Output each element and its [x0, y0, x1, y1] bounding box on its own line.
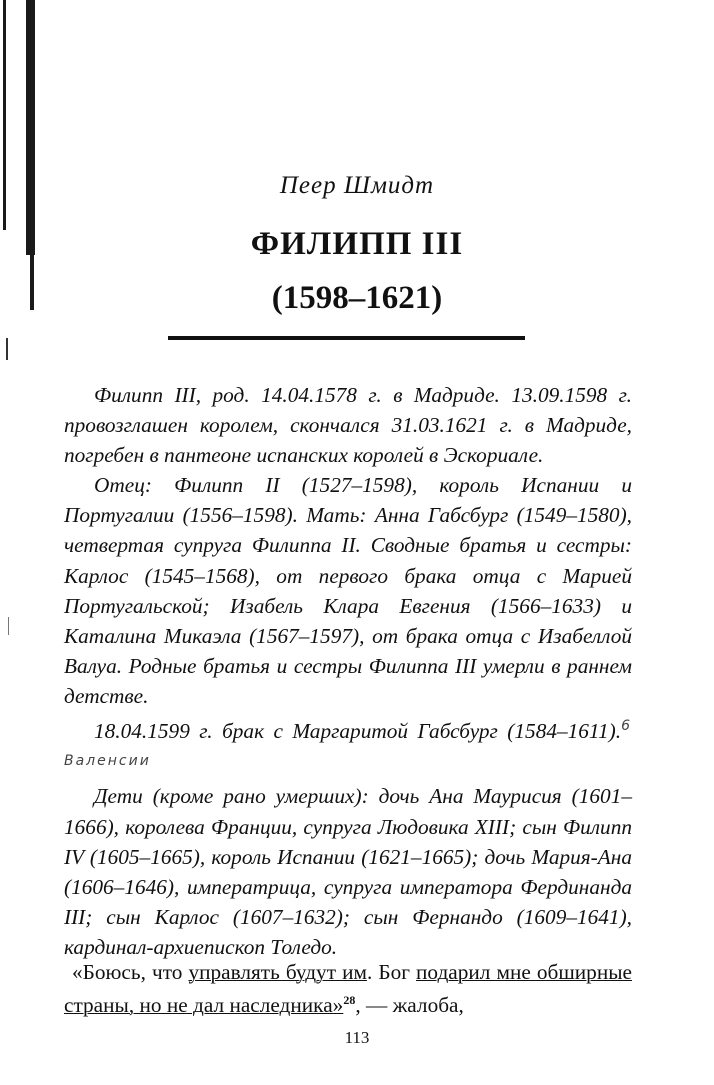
quote-underlined-1: управлять будут им [188, 960, 367, 984]
bio-paragraph-family: Отец: Филипп II (1527–1598), король Испании и Португалии (1556–1598). Мать: Анна Габсбург (1549–1580), четвертая супруга Филиппа II. Сводные братья и сестры: Карлос (1545–1568), от первого брака отца с Марией Португальской; Изабель Клара Евгения (1566–1633) и Каталина Микаэла (1567–1597), от брака отца с Изабеллой Валуа. Родные братья и сестры Филиппа III умерли в раннем детстве. [64, 473, 632, 708]
handwritten-note: 6 Валенсии [64, 718, 632, 770]
page-number: 113 [344, 1028, 370, 1047]
bio-paragraph-children: Дети (кроме рано умерших): дочь Ана Маурисия (1601–1666), королева Франции, супруга Людовика XIII; сын Филипп IV (1605–1665), король Испании (1621–1665); дочь Мария-Ана (1606–1646), императрица, супруга императора Фердинанда III; сын Карлос (1607–1632); сын Фернандо (1609–1641), кардинал-архиепископ Толедо. [64, 784, 632, 959]
bio-paragraph-birth: Филипп III, род. 14.04.1578 г. в Мадриде. 13.09.1598 г. провозглашен королем, скончался 31.03.1621 г. в Мадриде, погребен в пантеоне испанских королей в Эскориале. [64, 383, 632, 468]
quote-text-3: , — жалоба, [355, 993, 464, 1018]
title-rule [168, 336, 525, 340]
quote-paragraph [64, 958, 632, 1019]
chapter-author: Пеер Шмидт [279, 172, 435, 199]
quote-block [64, 958, 632, 1019]
quote-text-2: . Бог [366, 960, 417, 984]
chapter-years: (1598–1621) [271, 280, 443, 316]
quote-text-1: «Боюсь, что [72, 960, 189, 984]
chapter-title: ФИЛИПП III [250, 226, 464, 262]
scan-edge-shadow-tail [30, 0, 34, 310]
scan-edge-mark-small [8, 617, 9, 635]
marriage-text: 18.04.1599 г. брак с Маргаритой Габсбург (1584–1611). [94, 719, 622, 744]
scan-edge-mark [6, 338, 8, 360]
quote-underlined-2: подарил мне обширные страны, но не дал наследника» [64, 960, 632, 1018]
bio-paragraph-marriage [64, 711, 632, 781]
footnote-ref: 28 [343, 993, 356, 1007]
biography-block [64, 380, 632, 962]
